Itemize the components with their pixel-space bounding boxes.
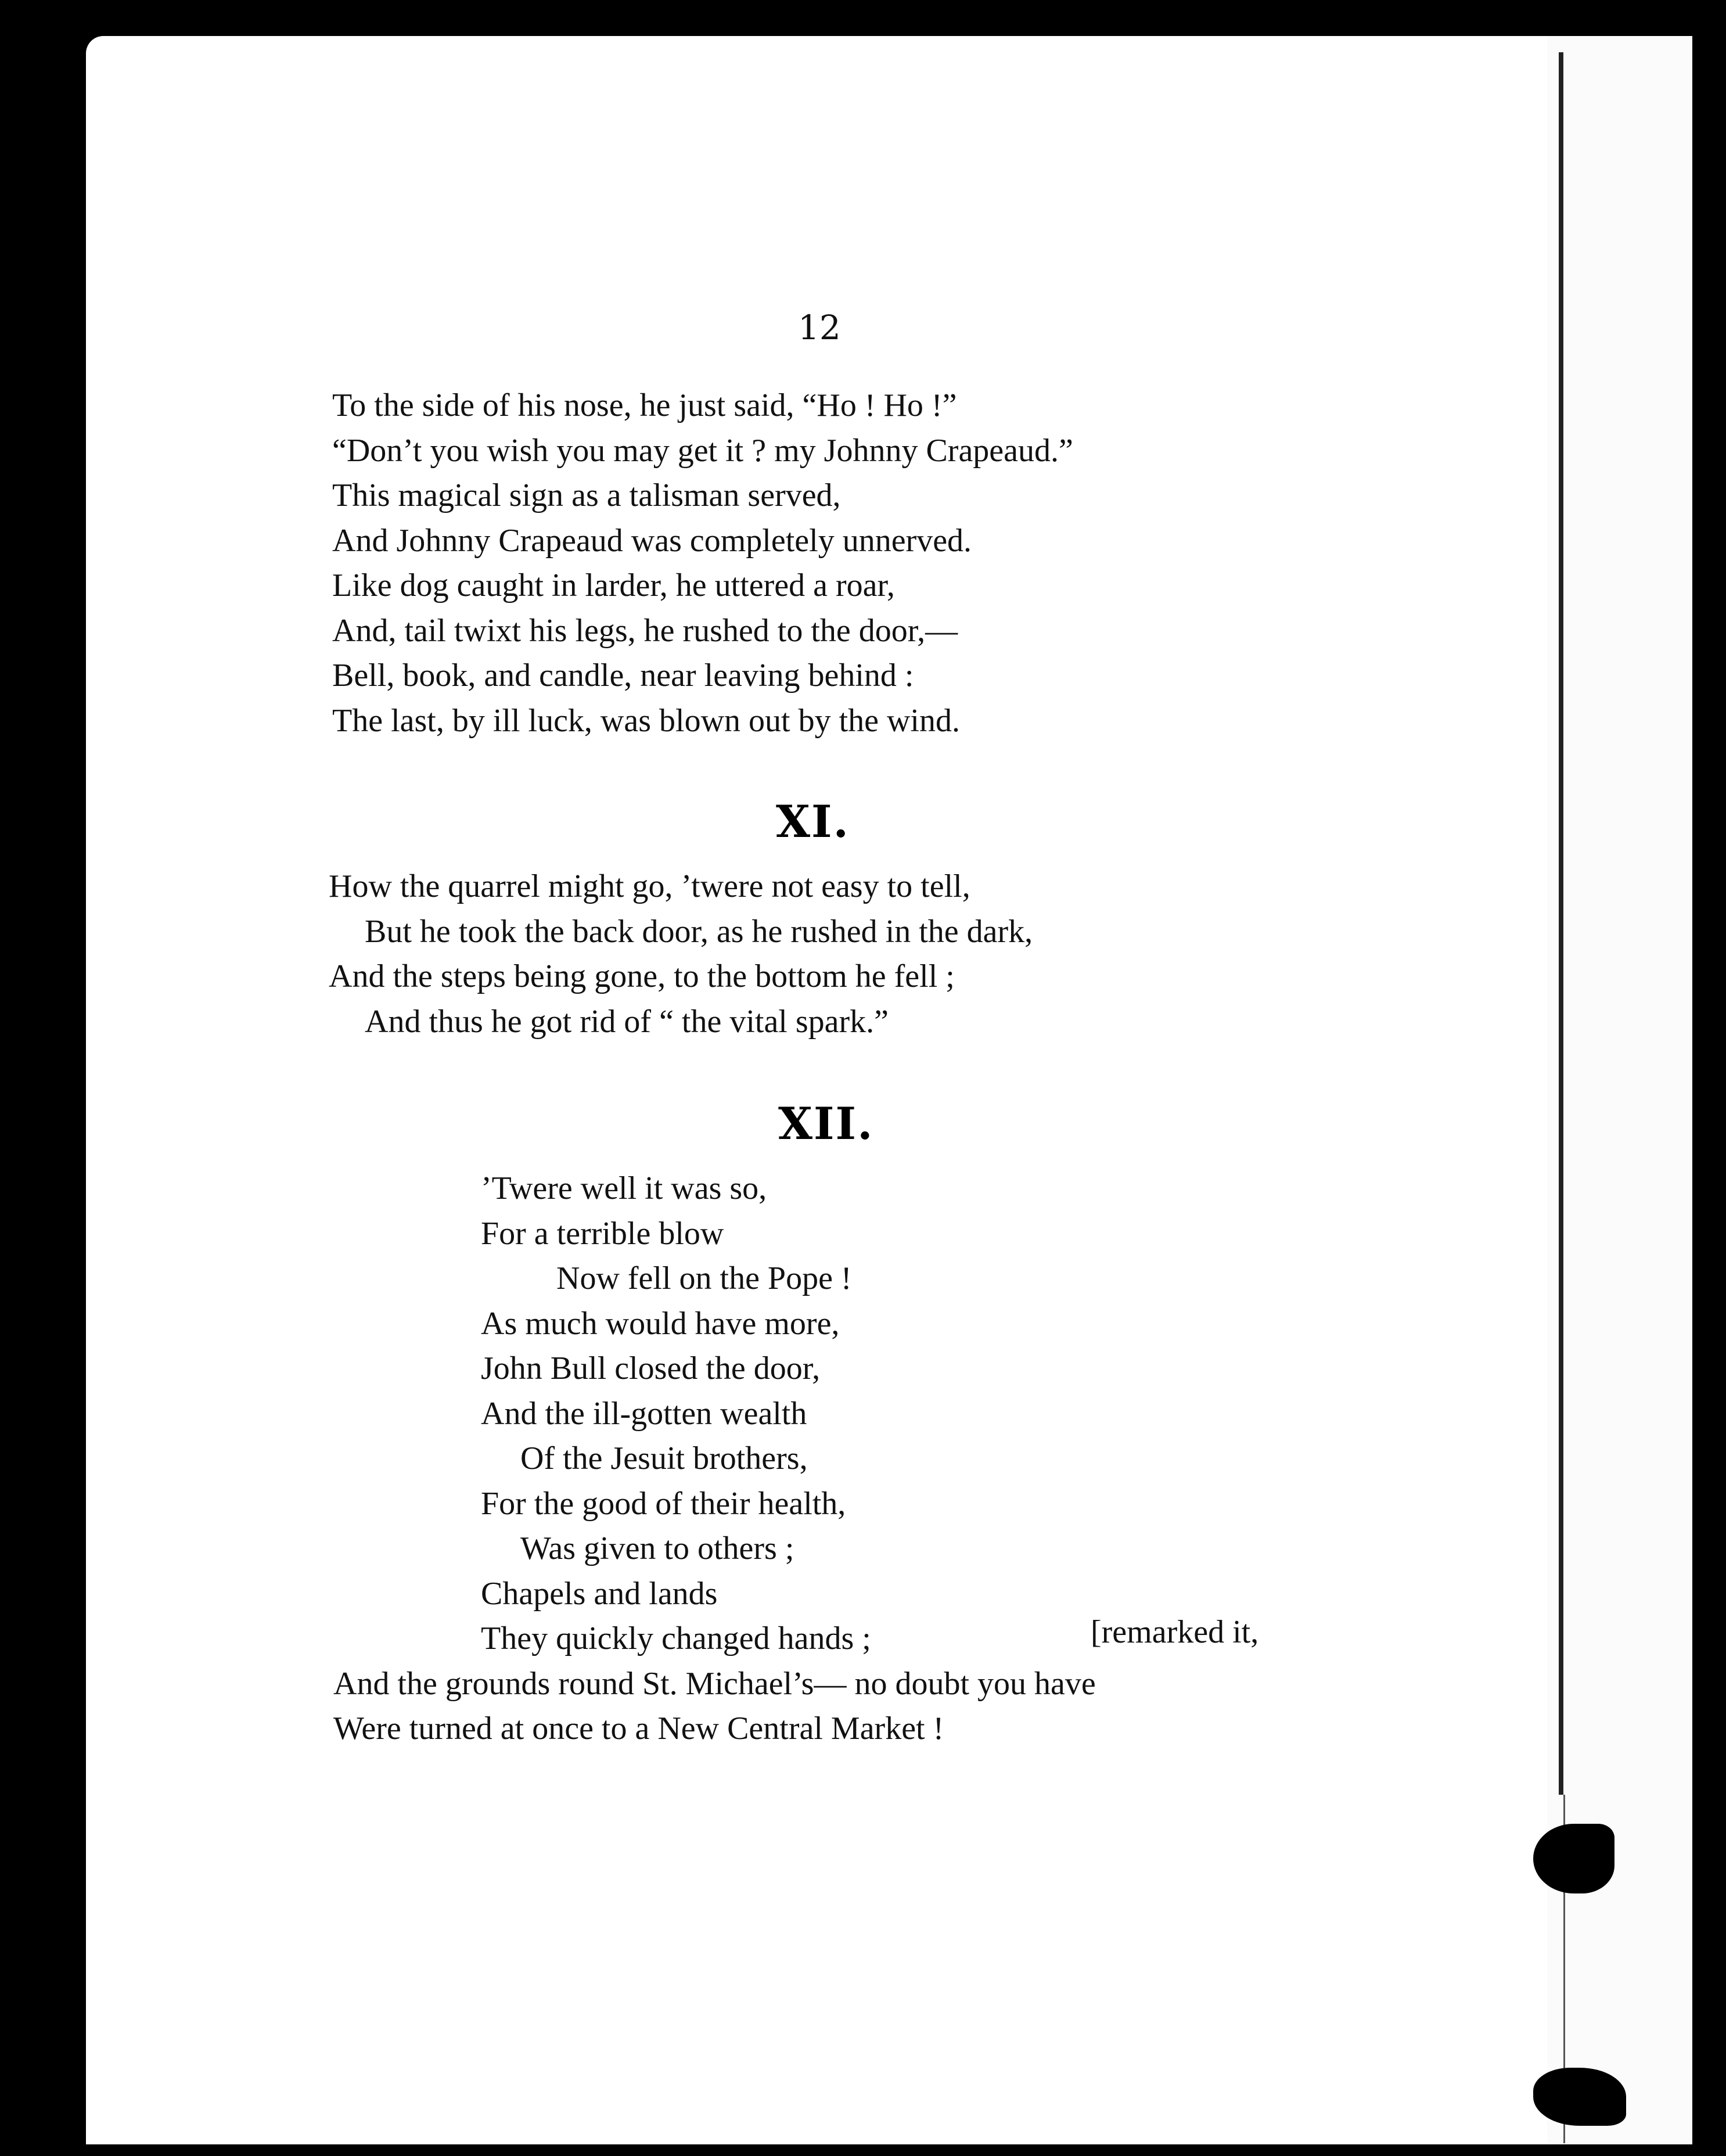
verse-line: And thus he got rid of “ the vital spark.” [365, 1003, 889, 1040]
stanza-heading-twelve: XII. [778, 1098, 874, 1149]
verse-line: Chapels and lands [481, 1575, 718, 1612]
verse-line: Bell, book, and candle, near leaving behind : [332, 657, 914, 693]
stanza-eleven [329, 864, 1033, 1044]
verse-line: ’Twere well it was so, [481, 1170, 767, 1206]
stanza-ten [332, 383, 1073, 743]
binding-damage-lower [1533, 2068, 1626, 2126]
verse-line: They quickly changed hands ; [481, 1620, 871, 1656]
verse-line: Now fell on the Pope ! [556, 1260, 852, 1296]
paper-sheet [86, 36, 1561, 2144]
verse-line: Was given to others ; [520, 1530, 794, 1566]
verse-line: Were turned at once to a New Central Market ! [333, 1711, 944, 1747]
verse-line: As much would have more, [481, 1305, 840, 1342]
verse-line: And the ill-gotten wealth [481, 1395, 807, 1432]
page-number: 12 [798, 308, 841, 347]
verse-line: This magical sign as a talisman served, [332, 477, 841, 513]
verse-line: And the grounds round St. Michael’s— no doubt you have [333, 1665, 1096, 1702]
stanza-twelve [333, 1166, 1096, 1752]
verse-line: Of the Jesuit brothers, [520, 1440, 808, 1476]
verse-line: How the quarrel might go, ’twere not easy to tell, [329, 868, 970, 904]
verse-line: John Bull closed the door, [481, 1350, 821, 1386]
verse-line: To the side of his nose, he just said, “Ho ! Ho !” [332, 387, 957, 423]
verse-line: And the steps being gone, to the bottom he fell ; [329, 958, 955, 994]
verse-line: And, tail twixt his legs, he rushed to the door,— [332, 612, 958, 649]
verse-line: Like dog caught in larder, he uttered a roar, [332, 567, 895, 603]
verse-line: For the good of their health, [481, 1485, 846, 1522]
stanza-heading-eleven: XI. [776, 796, 850, 847]
binding-damage [1533, 1824, 1614, 1893]
verse-line: And Johnny Crapeaud was completely unnerved. [332, 522, 972, 559]
binding-edge [1559, 52, 1563, 1795]
turnover-fragment: [remarked it, [1091, 1614, 1259, 1650]
verse-line: “Don’t you wish you may get it ? my Johnny Crapeaud.” [332, 432, 1073, 469]
verse-line: For a terrible blow [481, 1215, 724, 1252]
verse-line: The last, by ill luck, was blown out by the wind. [332, 702, 960, 739]
verse-line: But he took the back door, as he rushed in the dark, [365, 913, 1033, 950]
